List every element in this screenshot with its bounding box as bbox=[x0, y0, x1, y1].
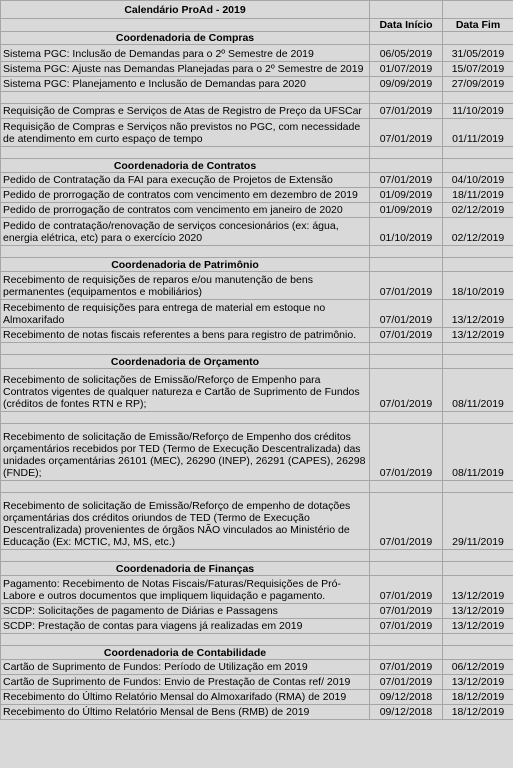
empty-cell[interactable] bbox=[1, 412, 370, 424]
empty-cell[interactable] bbox=[1, 634, 370, 646]
item-description[interactable]: Pedido de Contratação da FAI para execução de Projetos de Extensão bbox=[1, 173, 370, 188]
start-date-cell[interactable]: 07/01/2019 bbox=[370, 675, 443, 690]
calendar-body bbox=[1, 1, 513, 720]
table-row bbox=[1, 660, 513, 675]
end-date-cell[interactable]: 13/12/2019 bbox=[443, 576, 513, 604]
item-description[interactable]: Sistema PGC: Planejamento e Inclusão de Demandas para 2020 bbox=[1, 77, 370, 92]
empty-cell[interactable] bbox=[370, 550, 443, 562]
start-date-cell[interactable]: 07/01/2019 bbox=[370, 424, 443, 481]
empty-cell[interactable] bbox=[370, 343, 443, 355]
section-header-row bbox=[1, 32, 513, 45]
end-date-cell[interactable]: 13/12/2019 bbox=[443, 604, 513, 619]
end-date-cell[interactable]: 18/12/2019 bbox=[443, 705, 513, 720]
section-header-row bbox=[1, 562, 513, 576]
section-header-row bbox=[1, 355, 513, 369]
start-date-cell[interactable]: 09/12/2018 bbox=[370, 705, 443, 720]
end-date-cell[interactable]: 08/11/2019 bbox=[443, 424, 513, 481]
section-title[interactable]: Coordenadoria de Patrimônio bbox=[1, 258, 370, 272]
column-header-empty-cell[interactable] bbox=[1, 19, 370, 32]
empty-cell[interactable] bbox=[1, 481, 370, 493]
title-row-empty-cell[interactable] bbox=[443, 1, 513, 19]
item-description[interactable]: Cartão de Suprimento de Fundos: Envio de Prestação de Contas ref/ 2019 bbox=[1, 675, 370, 690]
end-date-cell[interactable]: 02/12/2019 bbox=[443, 218, 513, 246]
empty-cell[interactable] bbox=[443, 646, 513, 660]
start-date-cell[interactable]: 09/09/2019 bbox=[370, 77, 443, 92]
empty-cell[interactable] bbox=[370, 562, 443, 576]
table-row bbox=[1, 493, 513, 550]
table-row bbox=[1, 203, 513, 218]
table-row bbox=[1, 328, 513, 343]
empty-cell[interactable] bbox=[1, 147, 370, 159]
column-header-start[interactable]: Data Início bbox=[370, 19, 443, 32]
item-description[interactable]: Recebimento do Último Relatório Mensal do Almoxarifado (RMA) de 2019 bbox=[1, 690, 370, 705]
start-date-cell[interactable]: 01/09/2019 bbox=[370, 188, 443, 203]
title-row bbox=[1, 1, 513, 19]
title-row-empty-cell[interactable] bbox=[370, 1, 443, 19]
blank-row bbox=[1, 550, 513, 562]
empty-cell[interactable] bbox=[370, 258, 443, 272]
blank-row bbox=[1, 147, 513, 159]
blank-row bbox=[1, 246, 513, 258]
table-row bbox=[1, 104, 513, 119]
table-row bbox=[1, 218, 513, 246]
section-header-row bbox=[1, 159, 513, 173]
empty-cell[interactable] bbox=[443, 343, 513, 355]
start-date-cell[interactable]: 07/01/2019 bbox=[370, 104, 443, 119]
table-row bbox=[1, 300, 513, 328]
blank-row bbox=[1, 92, 513, 104]
item-description[interactable]: Pedido de prorrogação de contratos com vencimento em dezembro de 2019 bbox=[1, 188, 370, 203]
item-description[interactable]: Recebimento de requisições para entrega de material em estoque no Almoxarifado bbox=[1, 300, 370, 328]
start-date-cell[interactable]: 06/05/2019 bbox=[370, 45, 443, 62]
item-description[interactable]: Pagamento: Recebimento de Notas Fiscais/Faturas/Requisições de Pró-Labore e outros documentos que impliquem liquidação e pagamento. bbox=[1, 576, 370, 604]
item-description[interactable]: Requisição de Compras e Serviços de Atas de Registro de Preço da UFSCar bbox=[1, 104, 370, 119]
table-row bbox=[1, 173, 513, 188]
end-date-cell[interactable]: 01/11/2019 bbox=[443, 119, 513, 147]
item-description[interactable]: Recebimento de notas fiscais referentes a bens para registro de patrimônio. bbox=[1, 328, 370, 343]
item-description[interactable]: SCDP: Solicitações de pagamento de Diárias e Passagens bbox=[1, 604, 370, 619]
end-date-cell[interactable]: 15/07/2019 bbox=[443, 62, 513, 77]
start-date-cell[interactable]: 07/01/2019 bbox=[370, 604, 443, 619]
empty-cell[interactable] bbox=[370, 92, 443, 104]
table-row bbox=[1, 619, 513, 634]
end-date-cell[interactable]: 13/12/2019 bbox=[443, 300, 513, 328]
empty-cell[interactable] bbox=[1, 92, 370, 104]
empty-cell[interactable] bbox=[370, 246, 443, 258]
empty-cell[interactable] bbox=[370, 634, 443, 646]
empty-cell[interactable] bbox=[1, 246, 370, 258]
empty-cell[interactable] bbox=[443, 92, 513, 104]
start-date-cell[interactable]: 07/01/2019 bbox=[370, 493, 443, 550]
item-description[interactable]: Recebimento de solicitações de Emissão/Reforço de Empenho para Contratos vigentes de qualquer natureza e Cartão de Suprimento de Fundos (créditos de fontes RTN e RP); bbox=[1, 369, 370, 412]
empty-cell[interactable] bbox=[443, 159, 513, 173]
item-description[interactable]: Sistema PGC: Ajuste nas Demandas Planejadas para o 2º Semestre de 2019 bbox=[1, 62, 370, 77]
end-date-cell[interactable]: 18/11/2019 bbox=[443, 188, 513, 203]
empty-cell[interactable] bbox=[443, 562, 513, 576]
end-date-cell[interactable]: 18/12/2019 bbox=[443, 690, 513, 705]
blank-row bbox=[1, 412, 513, 424]
start-date-cell[interactable]: 07/01/2019 bbox=[370, 300, 443, 328]
start-date-cell[interactable]: 07/01/2019 bbox=[370, 660, 443, 675]
end-date-cell[interactable]: 06/12/2019 bbox=[443, 660, 513, 675]
empty-cell[interactable] bbox=[443, 32, 513, 45]
section-title[interactable]: Coordenadoria de Contratos bbox=[1, 159, 370, 173]
start-date-cell[interactable]: 07/01/2019 bbox=[370, 119, 443, 147]
start-date-cell[interactable]: 07/01/2019 bbox=[370, 173, 443, 188]
end-date-cell[interactable]: 02/12/2019 bbox=[443, 203, 513, 218]
empty-cell[interactable] bbox=[1, 343, 370, 355]
empty-cell[interactable] bbox=[443, 634, 513, 646]
empty-cell[interactable] bbox=[370, 159, 443, 173]
table-row bbox=[1, 705, 513, 720]
start-date-cell[interactable]: 07/01/2019 bbox=[370, 328, 443, 343]
start-date-cell[interactable]: 07/01/2019 bbox=[370, 369, 443, 412]
blank-row bbox=[1, 634, 513, 646]
end-date-cell[interactable]: 11/10/2019 bbox=[443, 104, 513, 119]
table-row bbox=[1, 45, 513, 62]
section-title[interactable]: Coordenadoria de Orçamento bbox=[1, 355, 370, 369]
start-date-cell[interactable]: 07/01/2019 bbox=[370, 576, 443, 604]
item-description[interactable]: Recebimento de solicitação de Emissão/Reforço de empenho de dotações orçamentárias dos créditos oriundos de TED (Termo de Execução Descentralizada) provenientes de órgãos NÃO vinculados ao Ministério de Educação (Ex: MCTIC, MJ, MS, etc.) bbox=[1, 493, 370, 550]
end-date-cell[interactable]: 18/10/2019 bbox=[443, 272, 513, 300]
table-row bbox=[1, 119, 513, 147]
table-row bbox=[1, 424, 513, 481]
table-row bbox=[1, 272, 513, 300]
item-description[interactable]: SCDP: Prestação de contas para viagens já realizadas em 2019 bbox=[1, 619, 370, 634]
section-title[interactable]: Coordenadoria de Finanças bbox=[1, 562, 370, 576]
start-date-cell[interactable]: 09/12/2018 bbox=[370, 690, 443, 705]
item-description[interactable]: Pedido de prorrogação de contratos com vencimento em janeiro de 2020 bbox=[1, 203, 370, 218]
column-header-row bbox=[1, 19, 513, 32]
item-description[interactable]: Recebimento de solicitação de Emissão/Reforço de Empenho dos créditos orçamentários recebidos por TED (Termo de Execução Descentralizada) das unidades orçamentárias 26101 (MEC), 26290 (INEP), 26291 (CAPES), 26298 (FNDE); bbox=[1, 424, 370, 481]
blank-row bbox=[1, 481, 513, 493]
table-row bbox=[1, 690, 513, 705]
empty-cell[interactable] bbox=[1, 550, 370, 562]
blank-row bbox=[1, 343, 513, 355]
empty-cell[interactable] bbox=[443, 258, 513, 272]
empty-cell[interactable] bbox=[443, 412, 513, 424]
empty-cell[interactable] bbox=[370, 147, 443, 159]
table-row bbox=[1, 77, 513, 92]
empty-cell[interactable] bbox=[370, 32, 443, 45]
start-date-cell[interactable]: 01/09/2019 bbox=[370, 203, 443, 218]
empty-cell[interactable] bbox=[443, 147, 513, 159]
empty-cell[interactable] bbox=[370, 412, 443, 424]
start-date-cell[interactable]: 07/01/2019 bbox=[370, 272, 443, 300]
table-row bbox=[1, 576, 513, 604]
empty-cell[interactable] bbox=[443, 481, 513, 493]
item-description[interactable]: Recebimento do Último Relatório Mensal de Bens (RMB) de 2019 bbox=[1, 705, 370, 720]
empty-cell[interactable] bbox=[443, 355, 513, 369]
item-description[interactable]: Pedido de contratação/renovação de serviços concesionários (ex: água, energia elétrica, etc) para o exercício 2020 bbox=[1, 218, 370, 246]
table-row bbox=[1, 369, 513, 412]
start-date-cell[interactable]: 07/01/2019 bbox=[370, 619, 443, 634]
section-header-row bbox=[1, 646, 513, 660]
item-description[interactable]: Sistema PGC: Inclusão de Demandas para o 2º Semestre de 2019 bbox=[1, 45, 370, 62]
section-header-row bbox=[1, 258, 513, 272]
start-date-cell[interactable]: 01/07/2019 bbox=[370, 62, 443, 77]
start-date-cell[interactable]: 01/10/2019 bbox=[370, 218, 443, 246]
end-date-cell[interactable]: 31/05/2019 bbox=[443, 45, 513, 62]
item-description[interactable]: Cartão de Suprimento de Fundos: Período de Utilização em 2019 bbox=[1, 660, 370, 675]
table-row bbox=[1, 188, 513, 203]
column-header-end[interactable]: Data Fim bbox=[443, 19, 513, 32]
page-title: Calendário ProAd - 2019 bbox=[1, 1, 370, 19]
empty-cell[interactable] bbox=[443, 246, 513, 258]
table-row bbox=[1, 62, 513, 77]
section-title[interactable]: Coordenadoria de Contabilidade bbox=[1, 646, 370, 660]
section-title[interactable]: Coordenadoria de Compras bbox=[1, 32, 370, 45]
table-row bbox=[1, 675, 513, 690]
end-date-cell[interactable]: 13/12/2019 bbox=[443, 619, 513, 634]
end-date-cell[interactable]: 13/12/2019 bbox=[443, 675, 513, 690]
end-date-cell[interactable]: 08/11/2019 bbox=[443, 369, 513, 412]
end-date-cell[interactable]: 29/11/2019 bbox=[443, 493, 513, 550]
end-date-cell[interactable]: 27/09/2019 bbox=[443, 77, 513, 92]
empty-cell[interactable] bbox=[370, 646, 443, 660]
end-date-cell[interactable]: 13/12/2019 bbox=[443, 328, 513, 343]
item-description[interactable]: Requisição de Compras e Serviços não previstos no PGC, com necessidade de atendimento em curto espaço de tempo bbox=[1, 119, 370, 147]
item-description[interactable]: Recebimento de requisições de reparos e/ou manutenção de bens permanentes (equipamentos e mobiliários) bbox=[1, 272, 370, 300]
empty-cell[interactable] bbox=[370, 481, 443, 493]
empty-cell[interactable] bbox=[443, 550, 513, 562]
table-row bbox=[1, 604, 513, 619]
empty-cell[interactable] bbox=[370, 355, 443, 369]
end-date-cell[interactable]: 04/10/2019 bbox=[443, 173, 513, 188]
